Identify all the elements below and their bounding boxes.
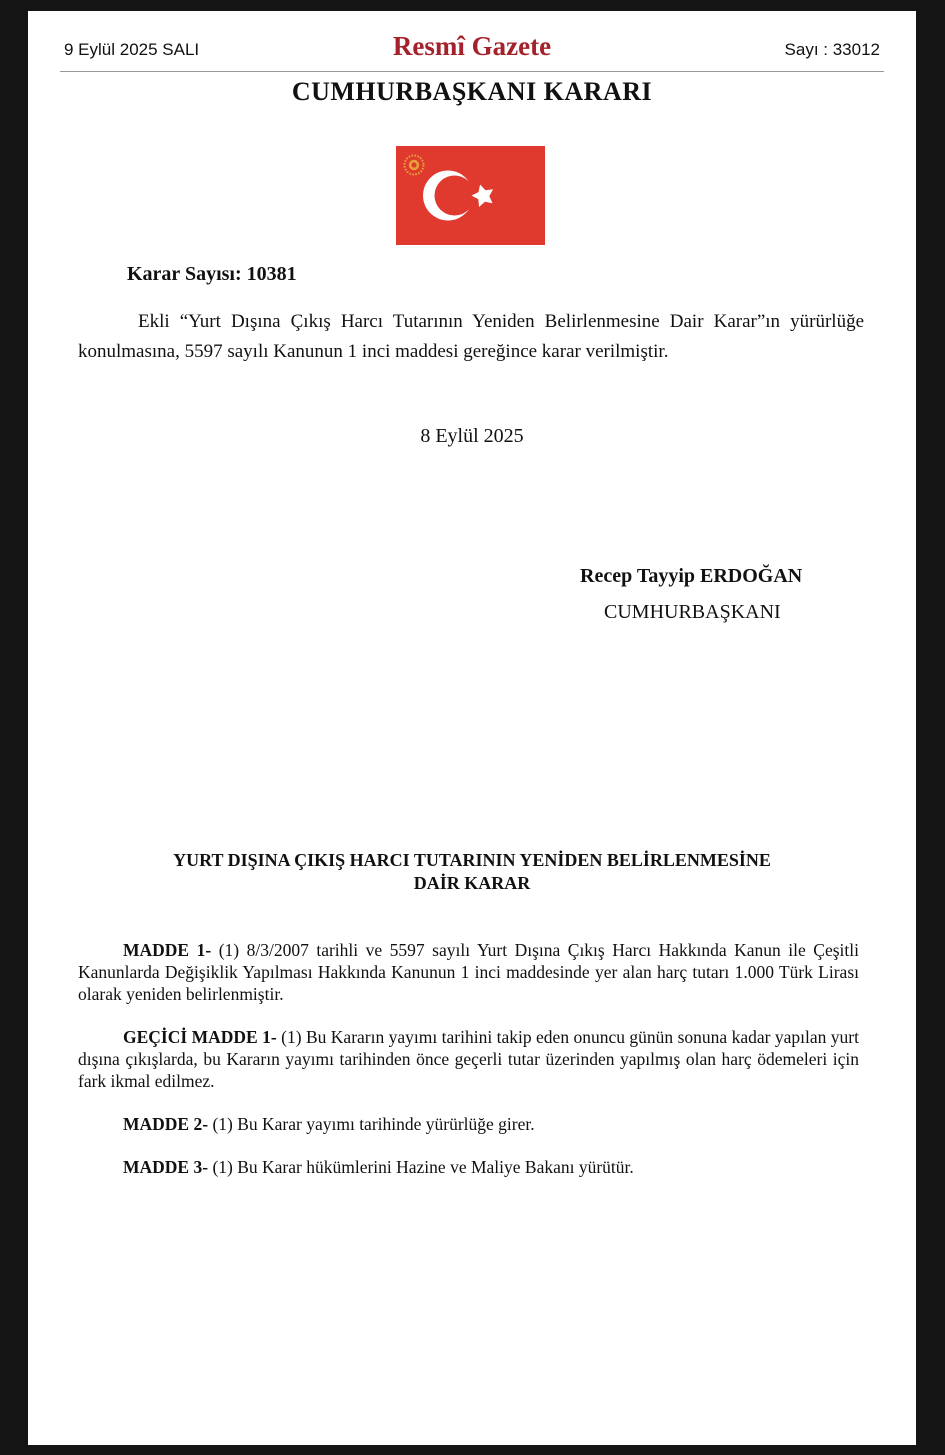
signatory-title: CUMHURBAŞKANI [604,601,781,623]
intro-paragraph: Ekli “Yurt Dışına Çıkış Harcı Tutarının Yeniden Belirlenmesine Dair Karar”ın yürürlüğe konulmasına, 5597 sayılı Kanunun 1 inci maddesi gereğince karar verilmiştir. [78,311,864,362]
decision-title: CUMHURBAŞKANI KARARI [291,77,653,106]
publication-date: 9 Eylül 2025 SALI [64,40,200,59]
article-label: MADDE 2- [123,1114,209,1134]
decision-number: Karar Sayısı: 10381 [127,263,297,285]
turkish-flag-icon [396,146,545,245]
article-madde-1 [78,939,859,1005]
article-text: (1) Bu Karar hükümlerini Hazine ve Maliye Bakanı yürütür. [212,1157,634,1177]
article-text: (1) Bu Kararın yayımı tarihini takip eden onuncu günün sonuna kadar yapılan yurt dışına çıkışlarda, bu Kararın yayımı tarihinden önce geçerli tutar üzerinden yapılmış olan harç ödemeleri için fark ikmal edilmez. [78,1027,859,1091]
article-madde-3 [78,1156,859,1178]
article-text: (1) Bu Karar yayımı tarihinde yürürlüğe girer. [212,1114,535,1134]
issue-number: Sayı : 33012 [784,40,880,59]
article-label: MADDE 1- [123,940,212,960]
articles-list [78,939,859,1199]
gazette-name: Resmî Gazete [392,31,552,61]
annex-title-line-1: YURT DIŞINA ÇIKIŞ HARCI TUTARININ YENİDEN BELİRLENMESİNE [173,850,771,870]
article-text: (1) 8/3/2007 tarihli ve 5597 sayılı Yurt Dışına Çıkış Harcı Hakkında Kanun ile Çeşitli Kanunlarda Değişiklik Yapılması Hakkında Kanunun 1 inci maddesinde yer alan harç tutarı 1.000 Türk Lirası olarak yeniden belirlenmiştir. [78,940,860,1004]
article-gecici-madde-1 [78,1026,859,1092]
annex-title [28,849,916,895]
decision-date: 8 Eylül 2025 [420,425,524,447]
article-madde-2 [78,1113,859,1135]
gazette-page [28,11,916,1445]
signatory-name: Recep Tayyip ERDOĞAN [580,565,803,587]
article-label: GEÇİCİ MADDE 1- [123,1027,277,1047]
article-label: MADDE 3- [123,1157,209,1177]
gazette-header [60,21,884,72]
annex-title-line-2: DAİR KARAR [413,873,531,893]
